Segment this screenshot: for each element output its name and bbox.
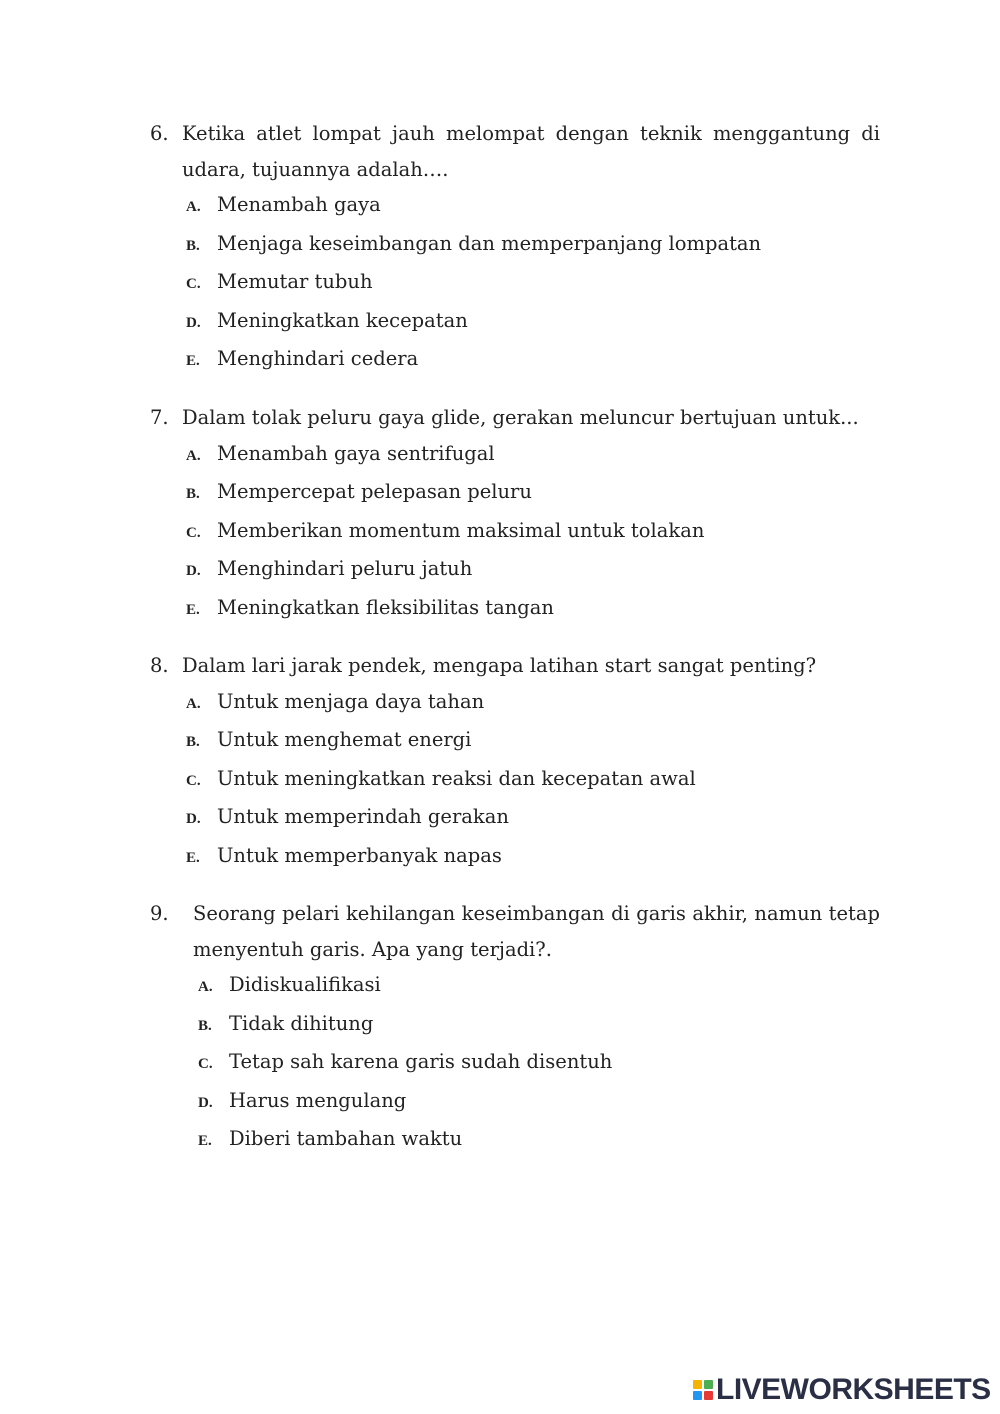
option-letter: D. bbox=[186, 811, 201, 827]
option-e[interactable] bbox=[186, 341, 880, 380]
option-list bbox=[186, 187, 880, 380]
option-text: Untuk menjaga daya tahan bbox=[217, 689, 485, 713]
option-text: Memberikan momentum maksimal untuk tolakan bbox=[217, 518, 705, 542]
question-number: 6. bbox=[150, 122, 169, 145]
option-letter: C. bbox=[186, 772, 201, 789]
logo-cell-1 bbox=[693, 1380, 702, 1389]
option-e[interactable] bbox=[198, 1121, 880, 1160]
option-text: Menjaga keseimbangan dan memperpanjang lompatan bbox=[217, 231, 762, 255]
option-a[interactable] bbox=[198, 967, 880, 1006]
question-text: Dalam tolak peluru gaya glide, gerakan meluncur bertujuan untuk... bbox=[182, 406, 859, 429]
option-text: Menghindari cedera bbox=[217, 347, 419, 370]
option-letter: C. bbox=[186, 276, 201, 292]
option-letter: E. bbox=[186, 353, 200, 369]
option-e[interactable] bbox=[186, 838, 880, 877]
option-b[interactable] bbox=[186, 722, 880, 761]
option-d[interactable] bbox=[198, 1083, 880, 1122]
option-text: Menambah gaya sentrifugal bbox=[217, 441, 495, 465]
question-7 bbox=[150, 400, 880, 628]
option-letter: B. bbox=[186, 486, 200, 502]
logo-cell-2 bbox=[704, 1380, 713, 1389]
option-text: Didiskualifikasi bbox=[229, 973, 381, 996]
liveworksheets-logo-icon bbox=[693, 1380, 713, 1400]
option-letter: C. bbox=[186, 524, 201, 541]
option-letter: B. bbox=[186, 734, 200, 750]
option-text: Untuk meningkatkan reaksi dan kecepatan awal bbox=[217, 766, 696, 790]
option-letter: A. bbox=[186, 447, 201, 464]
option-c[interactable] bbox=[186, 264, 880, 303]
option-letter: A. bbox=[186, 199, 201, 215]
question-number: 9. bbox=[150, 902, 169, 925]
option-letter: E. bbox=[186, 601, 200, 618]
question-text: Seorang pelari kehilangan keseimbangan di garis akhir, namun tetap menyentuh garis. Apa yang terjadi?. bbox=[193, 902, 880, 961]
option-letter: B. bbox=[198, 1017, 212, 1034]
brand-name: LIVEWORKSHEETS bbox=[716, 1373, 991, 1406]
option-d[interactable] bbox=[186, 551, 880, 590]
liveworksheets-brand[interactable] bbox=[693, 1372, 991, 1408]
question-9 bbox=[150, 896, 880, 1160]
option-text: Memutar tubuh bbox=[217, 270, 373, 293]
option-letter: C. bbox=[198, 1056, 213, 1072]
option-letter: B. bbox=[186, 237, 200, 254]
option-d[interactable] bbox=[186, 303, 880, 342]
question-number: 8. bbox=[150, 654, 169, 677]
option-a[interactable] bbox=[186, 187, 880, 226]
option-letter: D. bbox=[198, 1094, 213, 1111]
option-letter: E. bbox=[198, 1133, 212, 1149]
option-text: Menambah gaya bbox=[217, 193, 381, 216]
option-text: Meningkatkan fleksibilitas tangan bbox=[217, 595, 554, 619]
option-text: Diberi tambahan waktu bbox=[229, 1127, 463, 1150]
option-d[interactable] bbox=[186, 799, 880, 838]
option-a[interactable] bbox=[186, 684, 880, 723]
option-text: Untuk memperbanyak napas bbox=[217, 843, 502, 867]
question-text: Ketika atlet lompat jauh melompat dengan teknik menggantung di udara, tujuannya adalah…. bbox=[182, 122, 880, 181]
option-list bbox=[186, 684, 880, 877]
question-text: Dalam lari jarak pendek, mengapa latihan start sangat penting? bbox=[182, 654, 817, 677]
option-text: Harus mengulang bbox=[229, 1088, 407, 1112]
option-letter: A. bbox=[198, 979, 213, 995]
option-text: Meningkatkan kecepatan bbox=[217, 308, 468, 332]
option-c[interactable] bbox=[186, 761, 880, 800]
option-text: Tetap sah karena garis sudah disentuh bbox=[229, 1050, 613, 1073]
question-8 bbox=[150, 648, 880, 876]
option-text: Menghindari peluru jatuh bbox=[217, 557, 473, 580]
option-list bbox=[186, 436, 880, 629]
question-number: 7. bbox=[150, 406, 169, 429]
option-text: Untuk memperindah gerakan bbox=[217, 805, 509, 828]
option-letter: E. bbox=[186, 849, 200, 866]
option-letter: D. bbox=[186, 314, 201, 331]
option-text: Mempercepat pelepasan peluru bbox=[217, 480, 532, 503]
option-e[interactable] bbox=[186, 590, 880, 629]
option-letter: A. bbox=[186, 695, 201, 712]
option-b[interactable] bbox=[186, 474, 880, 513]
option-c[interactable] bbox=[186, 513, 880, 552]
logo-cell-4 bbox=[704, 1391, 713, 1400]
option-list bbox=[198, 967, 880, 1160]
question-6 bbox=[150, 116, 880, 380]
logo-cell-3 bbox=[693, 1391, 702, 1400]
option-b[interactable] bbox=[186, 226, 880, 265]
option-a[interactable] bbox=[186, 436, 880, 475]
option-letter: D. bbox=[186, 563, 201, 579]
option-b[interactable] bbox=[198, 1006, 880, 1045]
option-text: Tidak dihitung bbox=[229, 1011, 374, 1035]
option-text: Untuk menghemat energi bbox=[217, 728, 472, 751]
option-c[interactable] bbox=[198, 1044, 880, 1083]
